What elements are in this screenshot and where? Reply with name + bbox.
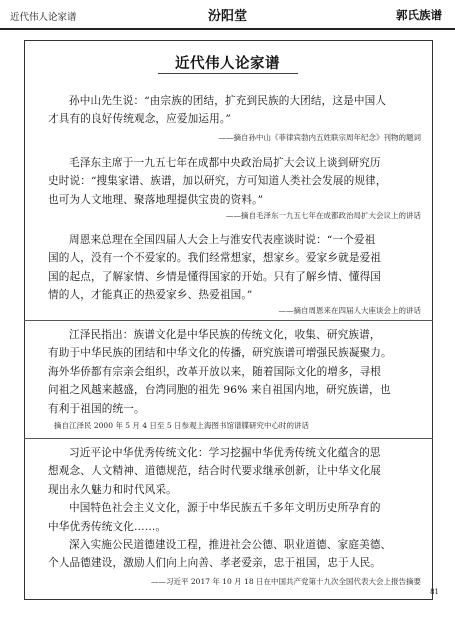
quote-line: 才具有的良好传统观念，应爱加运用。”	[48, 113, 231, 126]
quote-source: 摘自江泽民 2000 年 5 月 4 日至 5 日参观上海图书馆谱牒研究中心时的讲话	[54, 421, 309, 430]
page-title: 近代伟人论家谱	[175, 55, 280, 72]
quote-line: 国的起点，了解家情、乡情是懂得国家的开始。只有了解乡情、懂得国	[48, 270, 382, 283]
header-right-title: 郭氏族谱	[396, 8, 442, 22]
quote-line: 有助于中华民族的团结和中华文化的传播，研究族谱可增强民族凝聚力。	[48, 347, 392, 360]
quote-line: 问祖之风越来越盛，台湾同胞的祖先 96% 来自祖国内地，研究族谱，也	[48, 384, 391, 397]
header-hall-name: 汾阳堂	[207, 9, 247, 24]
section-divider	[24, 320, 433, 321]
quote-line: 江泽民指出：族谱文化是中华民族的传统文化，收集、研究族谱，	[69, 329, 381, 341]
quote-mao-zedong	[48, 154, 422, 209]
quote-line: 海外华侨都有宗亲会组织，改革开放以来，随着国际文化的增多，寻根	[48, 365, 382, 378]
quote-line: 情的人，才能真正的热爱家乡、热爱祖国。”	[48, 289, 253, 302]
quote-zhou-enlai	[48, 231, 422, 305]
quote-source: ——摘自毛泽东一九五七年在成都政治局扩大会议上的讲话	[226, 211, 421, 220]
title-underline	[158, 73, 298, 74]
header-rule	[0, 28, 455, 30]
quote-xi-jinping	[48, 444, 422, 573]
page-header	[0, 0, 455, 38]
quote-line: 想观念、人文精神、道德规范，结合时代要求继承创新，让中华文化展	[48, 465, 382, 478]
page-number: 81	[430, 588, 439, 596]
quote-sun-yat-sen	[48, 92, 422, 129]
quote-line: 国的人，没有一个不爱家的。我们经常想家，想家乡。爱家乡就是爱祖	[48, 252, 382, 265]
header-left-title: 近代伟人论家谱	[10, 12, 77, 23]
quote-line: 深入实施公民道德建设工程，推进社会公德、职业道德、家庭美德、	[69, 539, 392, 552]
quote-line: 个人品德建设，激励人们向上向善、孝老爱亲，忠于祖国，忠于人民。	[48, 557, 382, 570]
quote-line: 中华优秀传统文化……。	[48, 520, 167, 533]
quote-line: 有利于祖国的统一。	[48, 402, 145, 415]
quote-line: 中国特色社会主义文化，源于中华民族五千多年文明历史所孕育的	[69, 502, 381, 515]
quote-source: ——习近平 2017 年 10 月 18 日在中国共产党第十九次全国代表大会上报告摘要	[151, 577, 421, 586]
quote-line: 史时说：“搜集家谱、族谱，加以研究，方可知道人类社会发展的规律，	[48, 175, 387, 188]
quote-line: 习近平论中华优秀传统文化：学习挖掘中华优秀传统文化蕴含的思	[69, 447, 381, 459]
section-divider	[24, 438, 433, 439]
quote-line: 周恩来总理在全国四届人大会上与淮安代表座谈时说：“一个爱祖	[69, 234, 376, 246]
quote-jiang-zemin	[48, 326, 422, 418]
quote-line: 孙中山先生说：“由宗族的团结，扩充到民族的大团结，这是中国人	[69, 95, 387, 107]
quote-source: ——摘自周恩来在四届人大座谈会上的讲话	[278, 306, 421, 315]
quote-source: ——摘自孙中山《菲律宾勃内五姓联宗周年纪念》刊物的题词	[218, 133, 421, 142]
quote-line: 毛泽东主席于一九五七年在成都中央政治局扩大会议上谈到研究历	[69, 157, 381, 169]
quote-line: 现出永久魅力和时代风采。	[48, 483, 177, 496]
quote-line: 也可为人文地理、聚落地理提供宝贵的资料。”	[48, 193, 264, 206]
